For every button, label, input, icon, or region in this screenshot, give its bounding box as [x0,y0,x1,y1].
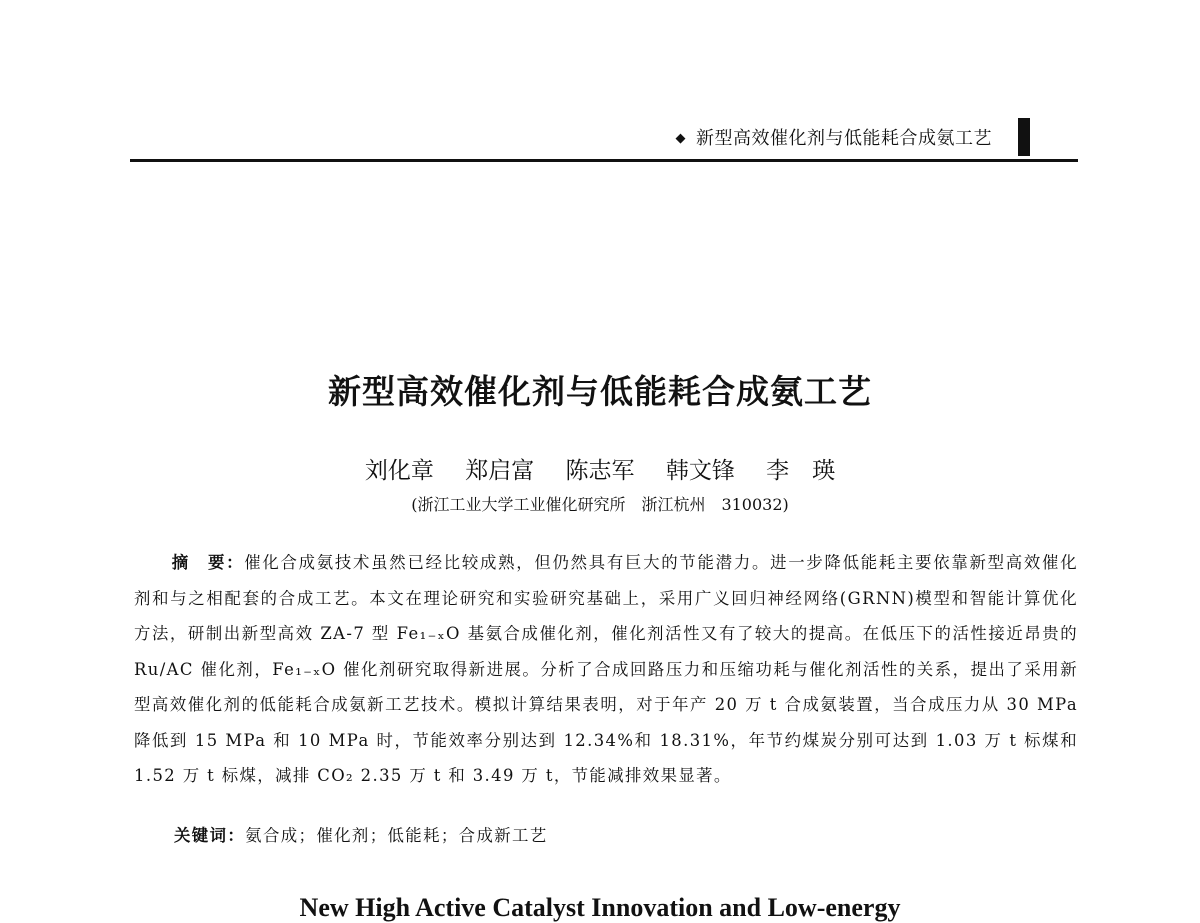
keywords-text: 氨合成；催化剂；低能耗；合成新工艺 [245,826,548,845]
author: 刘化章 [364,458,434,484]
header-bar-marker [1018,118,1030,156]
author-list [0,452,1200,485]
author: 韩文锋 [665,458,735,484]
paper-title: 新型高效催化剂与低能耗合成氨工艺 [328,372,872,411]
abstract-text: 催化合成氨技术虽然已经比较成熟，但仍然具有巨大的节能潜力。进一步降低能耗主要依靠新型高效催化剂和与之相配套的合成工艺。本文在理论研究和实验研究基础上，采用广义回归神经网络(GRNN)模型和智能计算优化方法，研制出新型高效 ZA-7 型 Fe₁₋ₓO 基氨合成催化剂，催化剂活性又有了较大的提高。在低压下的活性接近昂贵的 Ru/AC 催化剂，Fe₁₋ₓO 催化剂研究取得新进展。分析了合成回路压力和压缩功耗与催化剂活性的关系，提出了采用新型高效催化剂的低能耗合成氨新工艺技术。模拟计算结果表明，对于年产 20 万 t 合成氨装置，当合成压力从 30 MPa 降低到 15 MPa 和 10 MPa 时，节能效率分别达到 12.34%和 18.31%，年节约煤炭分别可达到 1.03 万 t 标煤和 1.52 万 t 标煤，减排 CO₂ 2.35 万 t 和 3.49 万 t，节能减排效果显著。 [134,553,1078,785]
abstract [134,545,1078,794]
keywords-label: 关键词： [174,826,246,845]
running-header-title: 新型高效催化剂与低能耗合成氨工艺 [696,128,992,149]
running-header-text [676,124,993,150]
author: 陈志军 [565,458,635,484]
author: 郑启富 [465,458,535,484]
running-header [130,118,1078,162]
diamond-bullet-icon: ◆ [675,131,686,146]
keywords [174,822,548,846]
english-title: New High Active Catalyst Innovation and Low-energy [299,893,901,922]
affiliation: (浙江工业大学工业催化研究所 浙江杭州 310032) [411,495,789,514]
abstract-label: 摘 要： [171,553,245,572]
author: 李 瑛 [766,458,836,484]
header-rule [130,159,1078,162]
